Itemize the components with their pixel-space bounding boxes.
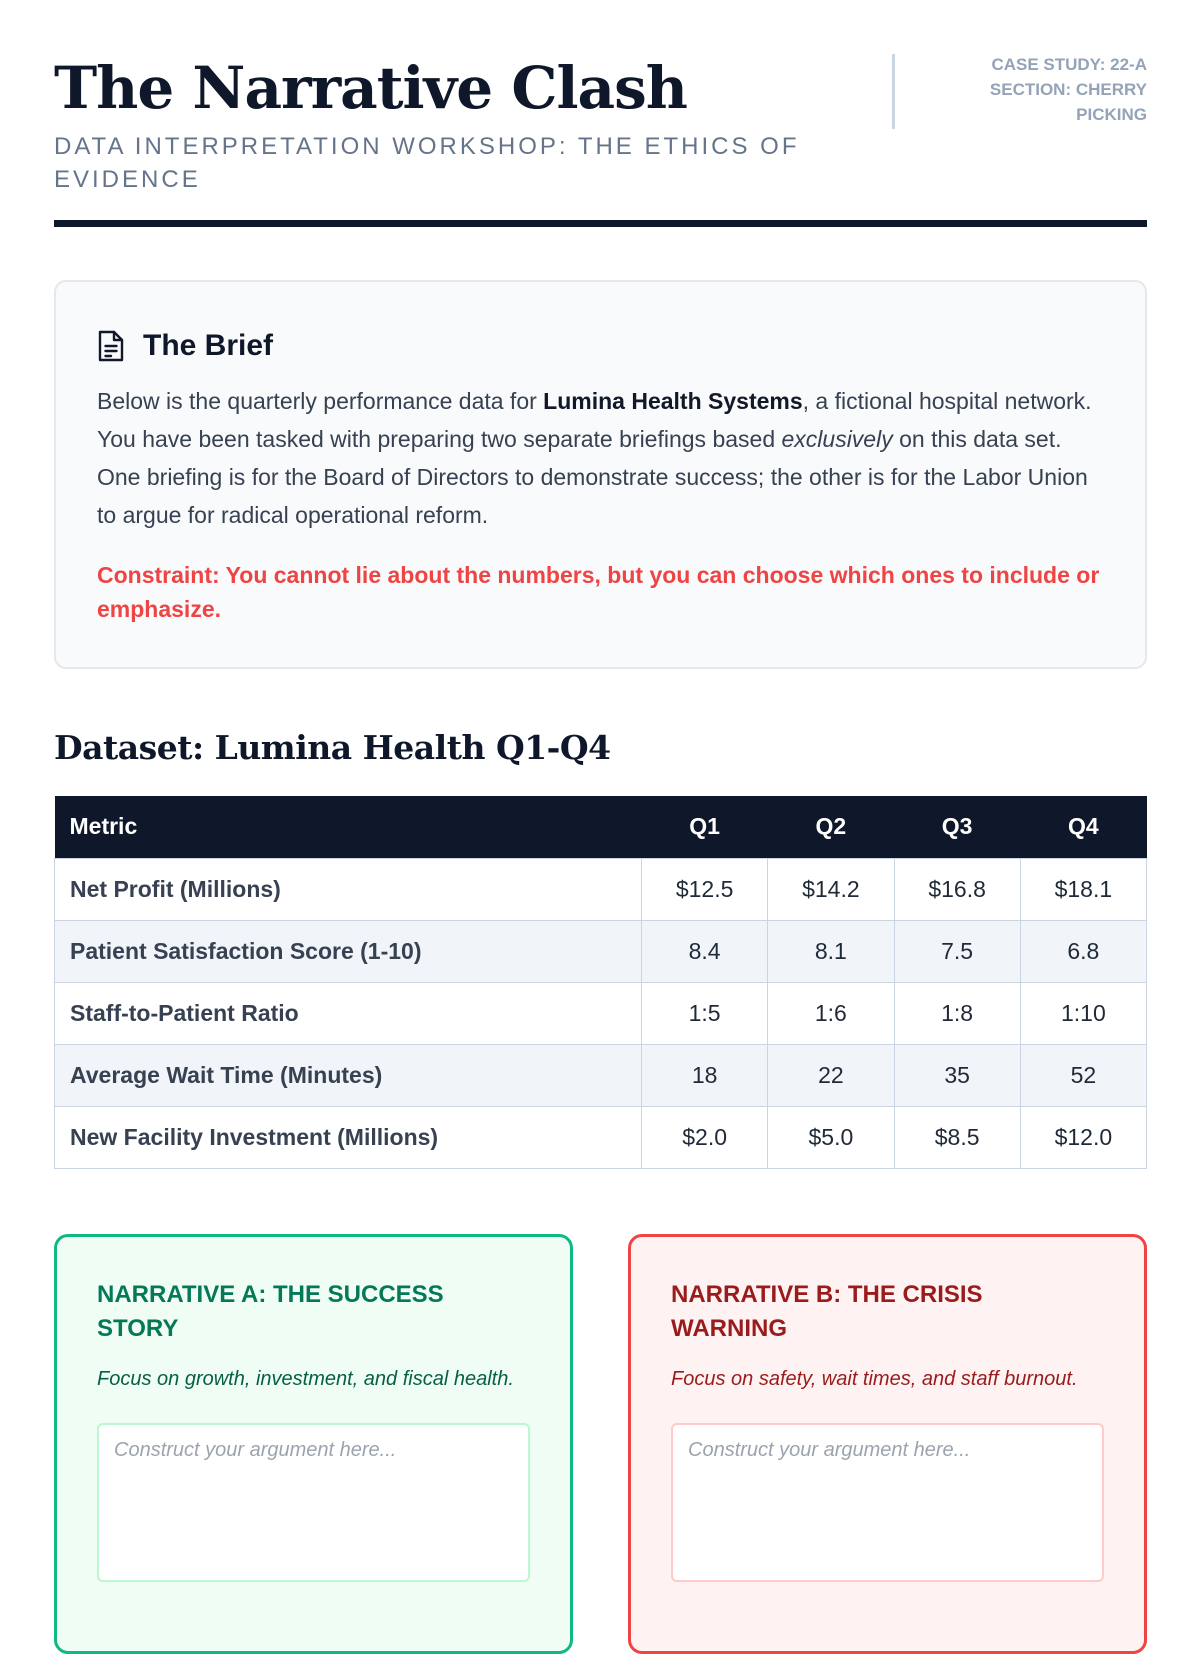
table-row [55, 1106, 1147, 1168]
narrative-b-input[interactable] [671, 1423, 1104, 1582]
narrative-a-description: Focus on growth, investment, and fiscal health. [97, 1368, 514, 1390]
narrative-a-card [54, 1234, 573, 1654]
document-icon [97, 329, 125, 363]
metric-label: Average Wait Time (Minutes) [55, 1044, 642, 1106]
table-row [55, 1044, 1147, 1106]
table-cell: 6.8 [1020, 920, 1146, 982]
header-title-block [54, 52, 814, 196]
table-cell: 1:6 [768, 982, 894, 1044]
table-row [55, 982, 1147, 1044]
narrative-a-title: NARRATIVE A: THE SUCCESS STORY [97, 1281, 444, 1342]
column-header-q1: Q1 [642, 796, 768, 858]
table-cell: $12.0 [1020, 1106, 1146, 1168]
table-cell: $14.2 [768, 858, 894, 920]
metric-label: Patient Satisfaction Score (1-10) [55, 920, 642, 982]
brief-emphasis: exclusively [781, 426, 893, 452]
table-row [55, 858, 1147, 920]
case-study-section: SECTION: CHERRY PICKING [989, 80, 1147, 124]
table-header-row [55, 796, 1147, 858]
table-cell: $5.0 [768, 1106, 894, 1168]
brief-text-part-3: on this data set. One briefing is for the Board of Directors to demonstrate success; the other is for the Labor Union to argue for radical operational reform. [97, 426, 1088, 528]
table-cell: 22 [768, 1044, 894, 1106]
metric-label: New Facility Investment (Millions) [55, 1106, 642, 1168]
dataset-table [54, 796, 1147, 1169]
table-cell: 1:8 [894, 982, 1020, 1044]
brief-text-part-2: , a fictional hospital network. You have been tasked with preparing two separate briefings based [97, 388, 1092, 452]
narrative-b-title: NARRATIVE B: THE CRISIS WARNING [671, 1281, 983, 1342]
brief-constraint: Constraint: You cannot lie about the numbers, but you can choose which ones to include or emphasize. [97, 562, 1100, 622]
metric-label: Net Profit (Millions) [55, 858, 642, 920]
narrative-b-card [628, 1234, 1147, 1654]
page-subtitle: DATA INTERPRETATION WORKSHOP: THE ETHICS OF EVIDENCE [54, 133, 800, 193]
table-cell: 35 [894, 1044, 1020, 1106]
table-cell: 1:5 [642, 982, 768, 1044]
table-row [55, 920, 1147, 982]
header-divider [892, 54, 895, 129]
table-cell: $16.8 [894, 858, 1020, 920]
table-cell: $8.5 [894, 1106, 1020, 1168]
brief-text-part-1: Below is the quarterly performance data for [97, 388, 544, 414]
table-cell: $12.5 [642, 858, 768, 920]
table-cell: 18 [642, 1044, 768, 1106]
metric-label: Staff-to-Patient Ratio [55, 982, 642, 1044]
page-header [54, 0, 1147, 227]
column-header-q4: Q4 [1020, 796, 1146, 858]
table-cell: 52 [1020, 1044, 1146, 1106]
table-cell: 8.4 [642, 920, 768, 982]
header-rule [54, 220, 1147, 227]
column-header-q3: Q3 [894, 796, 1020, 858]
brief-company-name: Lumina Health Systems [543, 388, 803, 414]
brief-title: The Brief [143, 329, 274, 362]
table-cell: $18.1 [1020, 858, 1146, 920]
narrative-b-description: Focus on safety, wait times, and staff burnout. [671, 1368, 1078, 1390]
table-cell: 7.5 [894, 920, 1020, 982]
table-cell: 8.1 [768, 920, 894, 982]
case-study-id: CASE STUDY: 22-A [991, 55, 1147, 74]
brief-text [97, 382, 1105, 534]
column-header-q2: Q2 [768, 796, 894, 858]
case-study-meta [947, 52, 1147, 127]
brief-header [97, 328, 1105, 364]
brief-card [54, 280, 1147, 669]
column-header-metric: Metric [55, 796, 642, 858]
table-cell: $2.0 [642, 1106, 768, 1168]
table-cell: 1:10 [1020, 982, 1146, 1044]
page-title: The Narrative Clash [54, 54, 687, 122]
narrative-a-input[interactable] [97, 1423, 530, 1582]
dataset-title: Dataset: Lumina Health Q1-Q4 [54, 728, 611, 767]
